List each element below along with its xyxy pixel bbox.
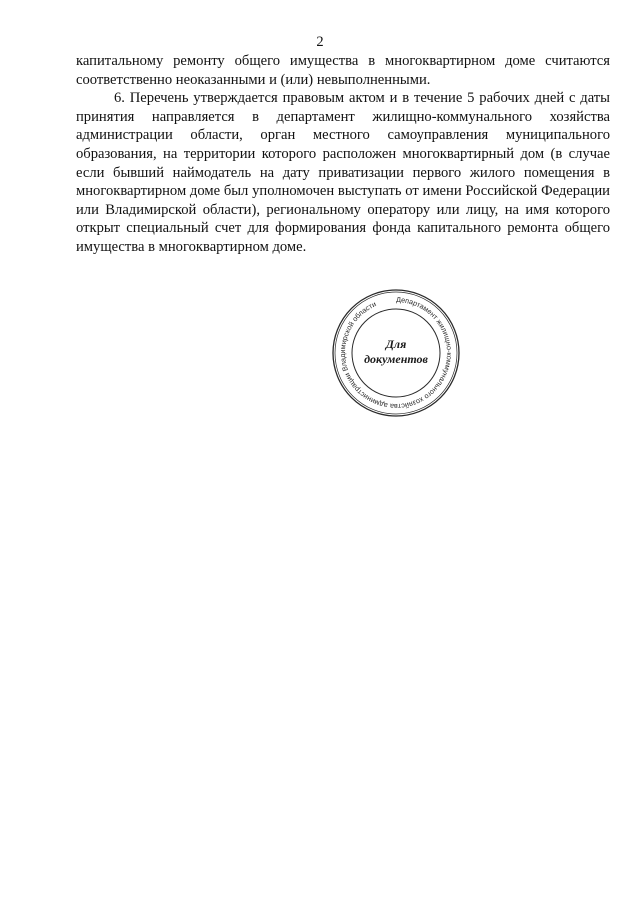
stamp-ring-text: Департамент жилищно-коммунального хозяйства администрации Владимирской области	[337, 294, 455, 412]
paragraph-item-6: 6. Перечень утверждается правовым актом и в течение 5 рабочих дней с даты принятия направляется в департамент жилищно-коммунального хозяйства администрации области, орган местного самоуправления муниципального образования, на территории которого расположен многоквартирный дом (в случае если бывший наймодатель на дату приватизации первого жилого помещения в многоквартирном доме был уполномочен выступать от имени Российской Федерации или Владимирской области), региональному оператору или лицу, на имя которого открыт специальный счет для формирования фонда капитального ремонта общего имущества в многоквартирном доме.	[76, 90, 610, 255]
stamp-center-line-1: Для	[385, 337, 407, 351]
document-body	[76, 52, 610, 257]
stamp-graphic	[331, 288, 461, 418]
paragraph-continuation: капитальному ремонту общего имущества в многоквартирном доме считаются соответственно неоказанными и (или) невыполненными.	[76, 53, 610, 88]
page-number: 2	[316, 34, 324, 50]
official-stamp	[331, 288, 461, 418]
stamp-center-line-2: документов	[364, 352, 428, 366]
